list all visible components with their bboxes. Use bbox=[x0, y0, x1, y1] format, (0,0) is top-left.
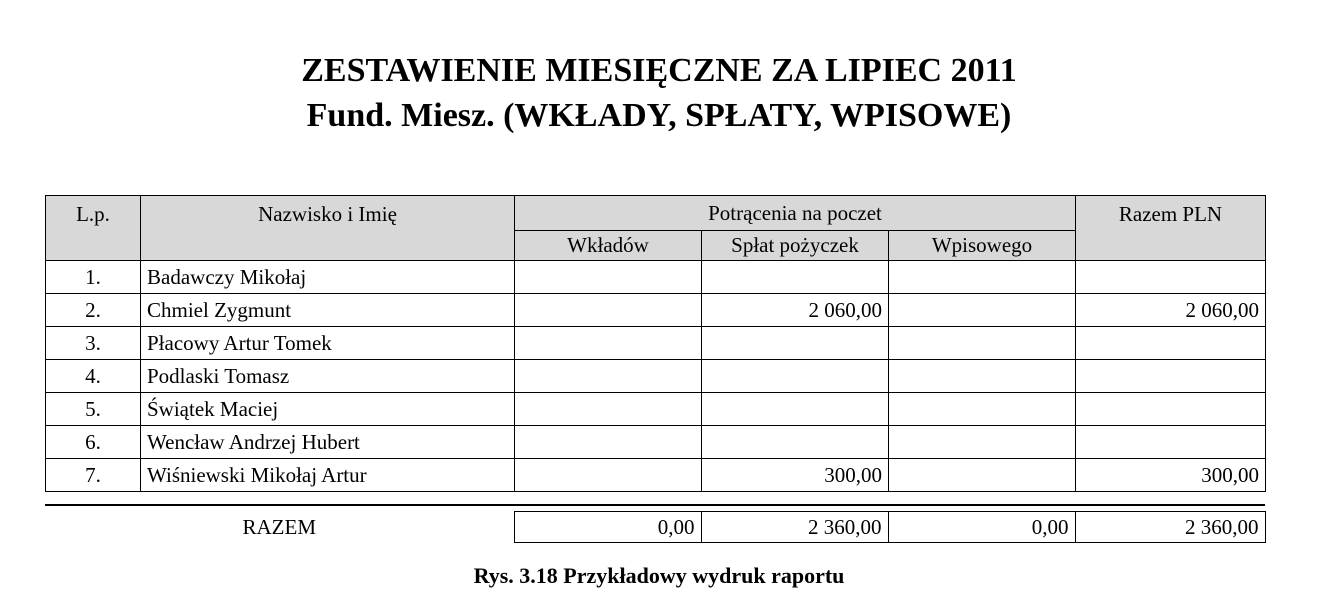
cell-wklady bbox=[515, 459, 702, 492]
cell-razem bbox=[1076, 261, 1266, 294]
cell-lp: 1. bbox=[46, 261, 141, 294]
cell-splaty bbox=[702, 360, 889, 393]
cell-razem bbox=[1076, 360, 1266, 393]
cell-razem bbox=[1076, 426, 1266, 459]
totals-table bbox=[45, 511, 1266, 543]
table-row bbox=[46, 261, 1266, 294]
header-lp: L.p. bbox=[46, 196, 141, 261]
cell-name: Płacowy Artur Tomek bbox=[141, 327, 515, 360]
cell-wklady bbox=[515, 294, 702, 327]
cell-wklady bbox=[515, 393, 702, 426]
cell-name: Wencław Andrzej Hubert bbox=[141, 426, 515, 459]
table-row bbox=[46, 294, 1266, 327]
cell-lp: 7. bbox=[46, 459, 141, 492]
cell-lp: 4. bbox=[46, 360, 141, 393]
header-total-pln: Razem PLN bbox=[1076, 196, 1266, 261]
cell-wklady bbox=[515, 327, 702, 360]
cell-wklady bbox=[515, 261, 702, 294]
total-razem: 2 360,00 bbox=[1075, 512, 1265, 543]
totals-separator bbox=[45, 504, 1265, 506]
header-name: Nazwisko i Imię bbox=[141, 196, 515, 261]
figure-caption: Rys. 3.18 Przykładowy wydruk raportu bbox=[473, 563, 845, 588]
cell-splaty bbox=[702, 393, 889, 426]
cell-wpisowe bbox=[889, 393, 1076, 426]
report-title: ZESTAWIENIE MIESIĘCZNE ZA LIPIEC 2011 bbox=[301, 52, 1017, 89]
cell-splaty: 2 060,00 bbox=[702, 294, 889, 327]
cell-razem bbox=[1076, 327, 1266, 360]
report-subtitle: Fund. Miesz. (WKŁADY, SPŁATY, WPISOWE) bbox=[306, 97, 1012, 134]
header-wpisowe: Wpisowego bbox=[889, 231, 1076, 261]
cell-name: Chmiel Zygmunt bbox=[141, 294, 515, 327]
cell-razem: 300,00 bbox=[1076, 459, 1266, 492]
header-splaty: Spłat pożyczek bbox=[702, 231, 889, 261]
cell-wpisowe bbox=[889, 360, 1076, 393]
cell-name: Podlaski Tomasz bbox=[141, 360, 515, 393]
cell-wklady bbox=[515, 426, 702, 459]
table-row bbox=[46, 393, 1266, 426]
cell-lp: 2. bbox=[46, 294, 141, 327]
total-wklady: 0,00 bbox=[514, 512, 701, 543]
cell-wpisowe bbox=[889, 327, 1076, 360]
cell-lp: 5. bbox=[46, 393, 141, 426]
cell-lp: 3. bbox=[46, 327, 141, 360]
totals-label: RAZEM bbox=[242, 514, 316, 539]
cell-wpisowe bbox=[889, 426, 1076, 459]
header-wklady: Wkładów bbox=[515, 231, 702, 261]
cell-wpisowe bbox=[889, 261, 1076, 294]
totals-row bbox=[45, 512, 1265, 543]
cell-splaty bbox=[702, 426, 889, 459]
cell-splaty bbox=[702, 261, 889, 294]
cell-razem bbox=[1076, 393, 1266, 426]
table-row bbox=[46, 327, 1266, 360]
cell-lp: 6. bbox=[46, 426, 141, 459]
cell-splaty bbox=[702, 327, 889, 360]
cell-splaty: 300,00 bbox=[702, 459, 889, 492]
total-splaty: 2 360,00 bbox=[701, 512, 888, 543]
cell-name: Wiśniewski Mikołaj Artur bbox=[141, 459, 515, 492]
cell-name: Świątek Maciej bbox=[141, 393, 515, 426]
table-row bbox=[46, 360, 1266, 393]
report-table bbox=[45, 195, 1266, 492]
header-group-deductions: Potrącenia na poczet bbox=[515, 196, 1076, 231]
cell-wpisowe bbox=[889, 294, 1076, 327]
total-wpisowe: 0,00 bbox=[888, 512, 1075, 543]
cell-wpisowe bbox=[889, 459, 1076, 492]
table-row bbox=[46, 426, 1266, 459]
table-row bbox=[46, 459, 1266, 492]
cell-wklady bbox=[515, 360, 702, 393]
cell-name: Badawczy Mikołaj bbox=[141, 261, 515, 294]
cell-razem: 2 060,00 bbox=[1076, 294, 1266, 327]
